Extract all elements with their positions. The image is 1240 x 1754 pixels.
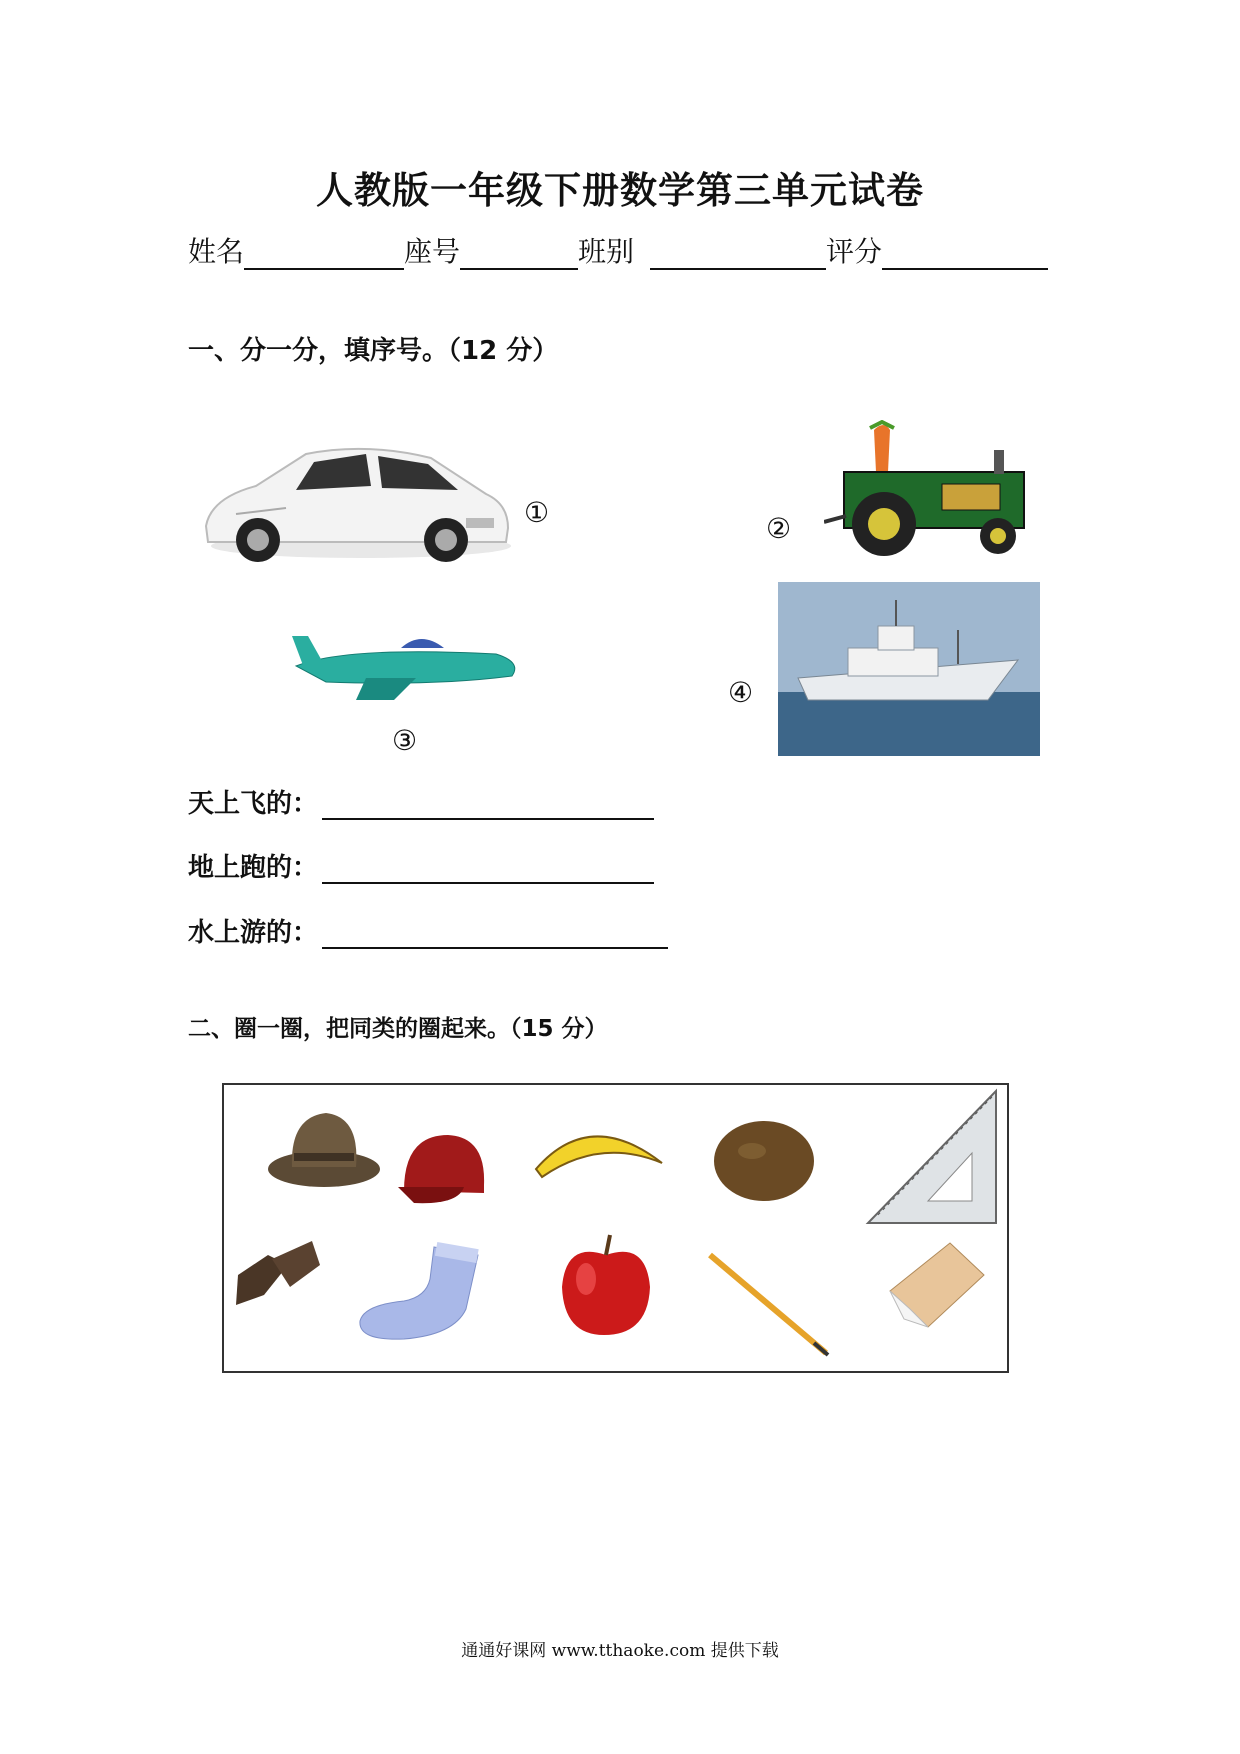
water-label: 水上游的： bbox=[188, 918, 319, 948]
land-answer-blank[interactable] bbox=[322, 852, 654, 884]
footer-text: 通通好课网 www.tthaoke.com 提供下载 bbox=[461, 1641, 779, 1661]
helmet-image[interactable] bbox=[394, 1125, 494, 1215]
class-label: 班别 bbox=[578, 235, 635, 268]
label-plane: ③ bbox=[392, 724, 418, 757]
sock-image[interactable] bbox=[354, 1239, 484, 1349]
score-blank[interactable] bbox=[882, 238, 1048, 270]
banana-image[interactable] bbox=[530, 1117, 670, 1187]
page-title: 人教版一年级下册数学第三单元试卷 bbox=[316, 169, 924, 212]
student-info-row bbox=[188, 230, 1048, 270]
class-blank[interactable] bbox=[650, 238, 826, 270]
fill-row-water bbox=[188, 912, 668, 949]
label-ship: ④ bbox=[728, 676, 754, 709]
triangle-ruler-image[interactable] bbox=[864, 1087, 1004, 1227]
airplane-image bbox=[286, 626, 526, 706]
fill-row-sky bbox=[188, 783, 654, 820]
gloves-image[interactable] bbox=[228, 1235, 328, 1315]
hat-image[interactable] bbox=[264, 1097, 384, 1197]
sky-label: 天上飞的： bbox=[188, 789, 319, 819]
seat-label: 座号 bbox=[404, 235, 461, 268]
section1-title: 一、分一分，填序号。（12 分） bbox=[188, 336, 559, 366]
sky-answer-blank[interactable] bbox=[322, 788, 654, 820]
tractor-image bbox=[824, 420, 1034, 560]
score-label: 评分 bbox=[826, 235, 883, 268]
section2-title: 二、圈一圈，把同类的圈起来。（15 分） bbox=[188, 1016, 608, 1042]
apple-image[interactable] bbox=[556, 1231, 656, 1341]
name-blank[interactable] bbox=[244, 238, 404, 270]
name-label: 姓名 bbox=[188, 235, 245, 268]
water-answer-blank[interactable] bbox=[322, 917, 668, 949]
eraser-image[interactable] bbox=[880, 1235, 990, 1335]
kiwi-image[interactable] bbox=[710, 1115, 820, 1205]
ship-image bbox=[778, 582, 1040, 756]
seat-blank[interactable] bbox=[460, 238, 578, 270]
fill-row-land bbox=[188, 847, 654, 884]
label-car: ① bbox=[524, 496, 550, 529]
label-tractor: ② bbox=[766, 512, 792, 545]
pencil-image[interactable] bbox=[704, 1249, 834, 1359]
items-box bbox=[222, 1083, 1009, 1373]
land-label: 地上跑的： bbox=[188, 853, 319, 883]
car-image bbox=[196, 428, 522, 598]
